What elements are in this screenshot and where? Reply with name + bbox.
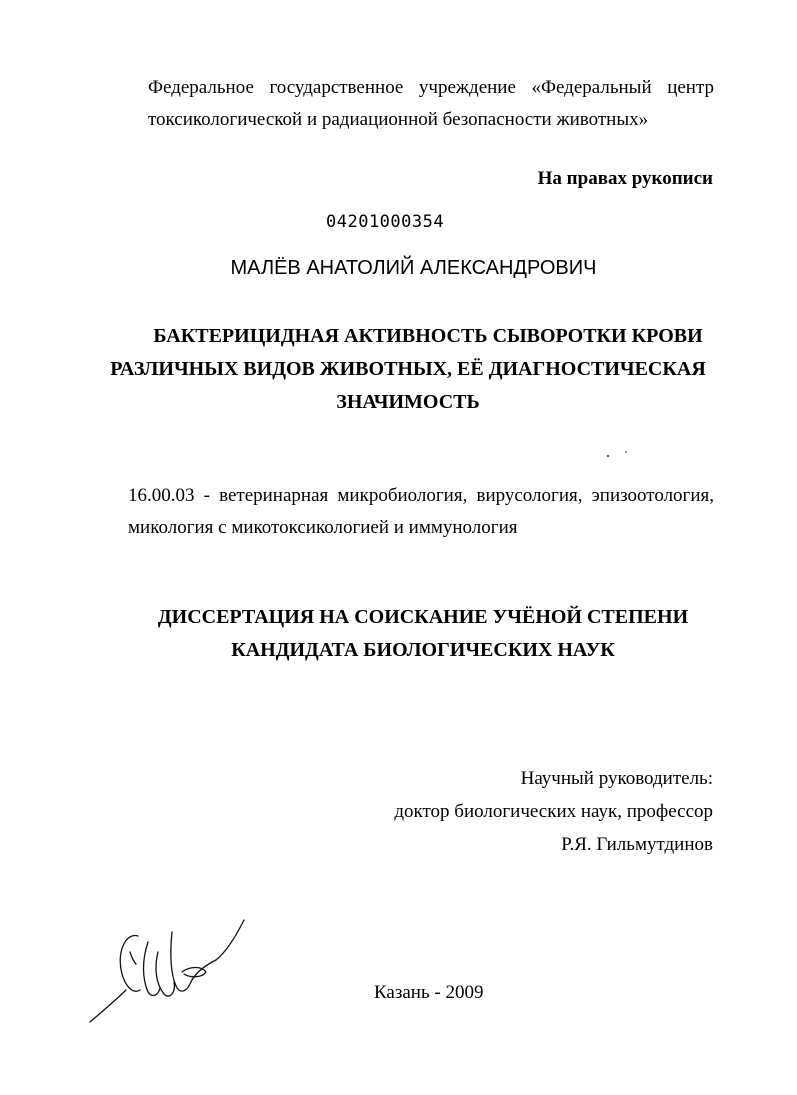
degree-line-1: ДИССЕРТАЦИЯ НА СОИСКАНИЕ УЧЁНОЙ СТЕПЕНИ (157, 606, 689, 628)
degree-line-2: КАНДИДАТА БИОЛОГИЧЕСКИХ НАУК (231, 639, 615, 661)
specialty-line-2: микология с микотоксикологией и иммунология (128, 517, 518, 538)
inventory-number: 04201000354 (326, 212, 445, 232)
organization-line-1: Федеральное государственное учреждение «Федеральный центр (148, 77, 714, 98)
dissertation-title (108, 320, 708, 419)
author-name: МАЛЁВ АНАТОЛИЙ АЛЕКСАНДРОВИЧ (230, 257, 597, 279)
specialty-line-1: 16.00.03 - ветеринарная микробиология, вирусология, эпизоотология, (128, 485, 714, 506)
organization-header (148, 72, 714, 136)
specialty-code (128, 480, 714, 544)
place-year: Казань - 2009 (374, 982, 484, 1003)
title-line-1: БАКТЕРИЦИДНАЯ АКТИВНОСТЬ СЫВОРОТКИ КРОВИ (153, 325, 703, 347)
supervisor-block (394, 762, 713, 861)
manuscript-note: На правах рукописи (537, 168, 713, 189)
title-line-2: РАЗЛИЧНЫХ ВИДОВ ЖИВОТНЫХ, ЕЁ ДИАГНОСТИЧЕСКАЯ (110, 358, 706, 380)
degree-statement (108, 601, 738, 667)
supervisor-degree: доктор биологических наук, профессор (394, 801, 713, 822)
handwritten-signature (86, 912, 256, 1032)
scan-specks (604, 448, 634, 460)
supervisor-name: Р.Я. Гильмутдинов (561, 834, 713, 855)
supervisor-label: Научный руководитель: (520, 768, 713, 789)
title-line-3: ЗНАЧИМОСТЬ (336, 391, 480, 413)
organization-line-2: токсикологической и радиационной безопасности животных» (148, 109, 649, 130)
